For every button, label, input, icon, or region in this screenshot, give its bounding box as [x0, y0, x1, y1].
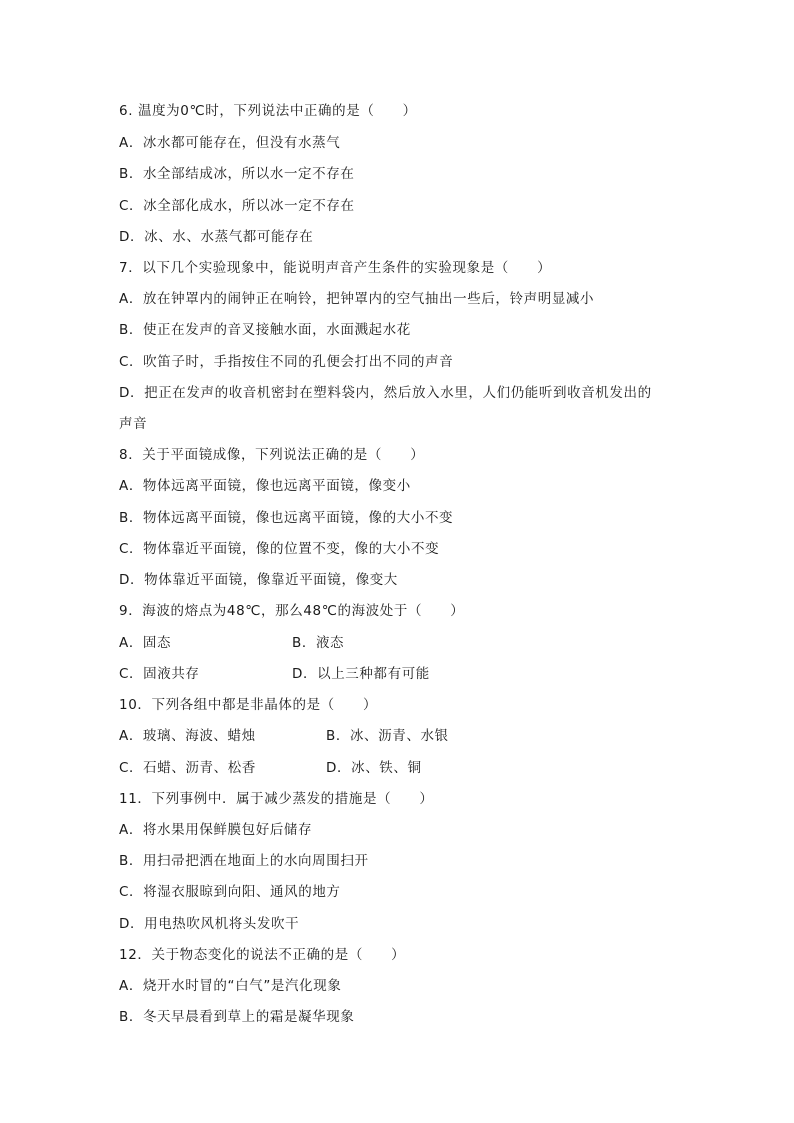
question-7-option-a: A．放在钟罩内的闹钟正在响铃，把钟罩内的空气抽出一些后，铃声明显减小	[119, 291, 595, 307]
question-12-option-a: A．烧开水时冒的“白气”是汽化现象	[119, 978, 342, 994]
question-7-option-d: D．把正在发声的收音机密封在塑料袋内，然后放入水里，人们仍能听到收音机发出的	[119, 385, 652, 401]
question-9-option-c: C．固液共存	[119, 666, 200, 682]
question-9-stem: 9．海波的熔点为48℃，那么48℃的海波处于（ ）	[119, 603, 465, 619]
question-11-option-c: C．将湿衣服晾到向阳、通风的地方	[119, 884, 341, 900]
question-10-option-b: B．冰、沥青、水银	[326, 728, 449, 744]
question-8-option-c: C．物体靠近平面镜，像的位置不变，像的大小不变	[119, 541, 440, 557]
question-7-option-b: B．使正在发声的音叉接触水面，水面溅起水花	[119, 322, 411, 338]
question-8-option-a: A．物体远离平面镜，像也远离平面镜，像变小	[119, 478, 411, 494]
question-7-option-d-continued: 声音	[119, 416, 148, 432]
question-10-option-c: C．石蜡、沥青、松香	[119, 760, 256, 776]
question-7-option-c: C．吹笛子时，手指按住不同的孔便会打出不同的声音	[119, 354, 454, 370]
question-6-option-c: C．冰全部化成水，所以冰一定不存在	[119, 198, 355, 214]
question-9-option-a: A．固态	[119, 635, 172, 651]
question-8-option-d: D．物体靠近平面镜，像靠近平面镜，像变大	[119, 572, 398, 588]
question-12-stem: 12．关于物态变化的说法不正确的是（ ）	[119, 947, 406, 963]
question-9-option-b: B．液态	[292, 635, 345, 651]
question-7-stem: 7．以下几个实验现象中，能说明声音产生条件的实验现象是（ ）	[119, 260, 552, 276]
question-11-option-a: A．将水果用保鲜膜包好后储存	[119, 822, 313, 838]
question-12-option-b: B．冬天早晨看到草上的霜是凝华现象	[119, 1009, 355, 1025]
question-6-stem: 6. 温度为0℃时，下列说法中正确的是（ ）	[119, 103, 417, 119]
question-9-option-d: D．以上三种都有可能	[292, 666, 430, 682]
question-10-option-d: D．冰、铁、铜	[326, 760, 422, 776]
question-8-stem: 8．关于平面镜成像，下列说法正确的是（ ）	[119, 447, 425, 463]
question-10-stem: 10．下列各组中都是非晶体的是（ ）	[119, 697, 378, 713]
question-10-option-a: A．玻璃、海波、蜡烛	[119, 728, 256, 744]
question-11-option-b: B．用扫帚把洒在地面上的水向周围扫开	[119, 853, 369, 869]
question-6-option-d: D．冰、水、水蒸气都可能存在	[119, 229, 314, 245]
question-6-option-a: A．冰水都可能存在，但没有水蒸气	[119, 135, 341, 151]
question-6-option-b: B．水全部结成冰，所以水一定不存在	[119, 166, 355, 182]
question-11-option-d: D．用电热吹风机将头发吹干	[119, 916, 300, 932]
question-11-stem: 11．下列事例中．属于减少蒸发的措施是（ ）	[119, 791, 434, 807]
question-8-option-b: B．物体远离平面镜，像也远离平面镜，像的大小不变	[119, 510, 454, 526]
